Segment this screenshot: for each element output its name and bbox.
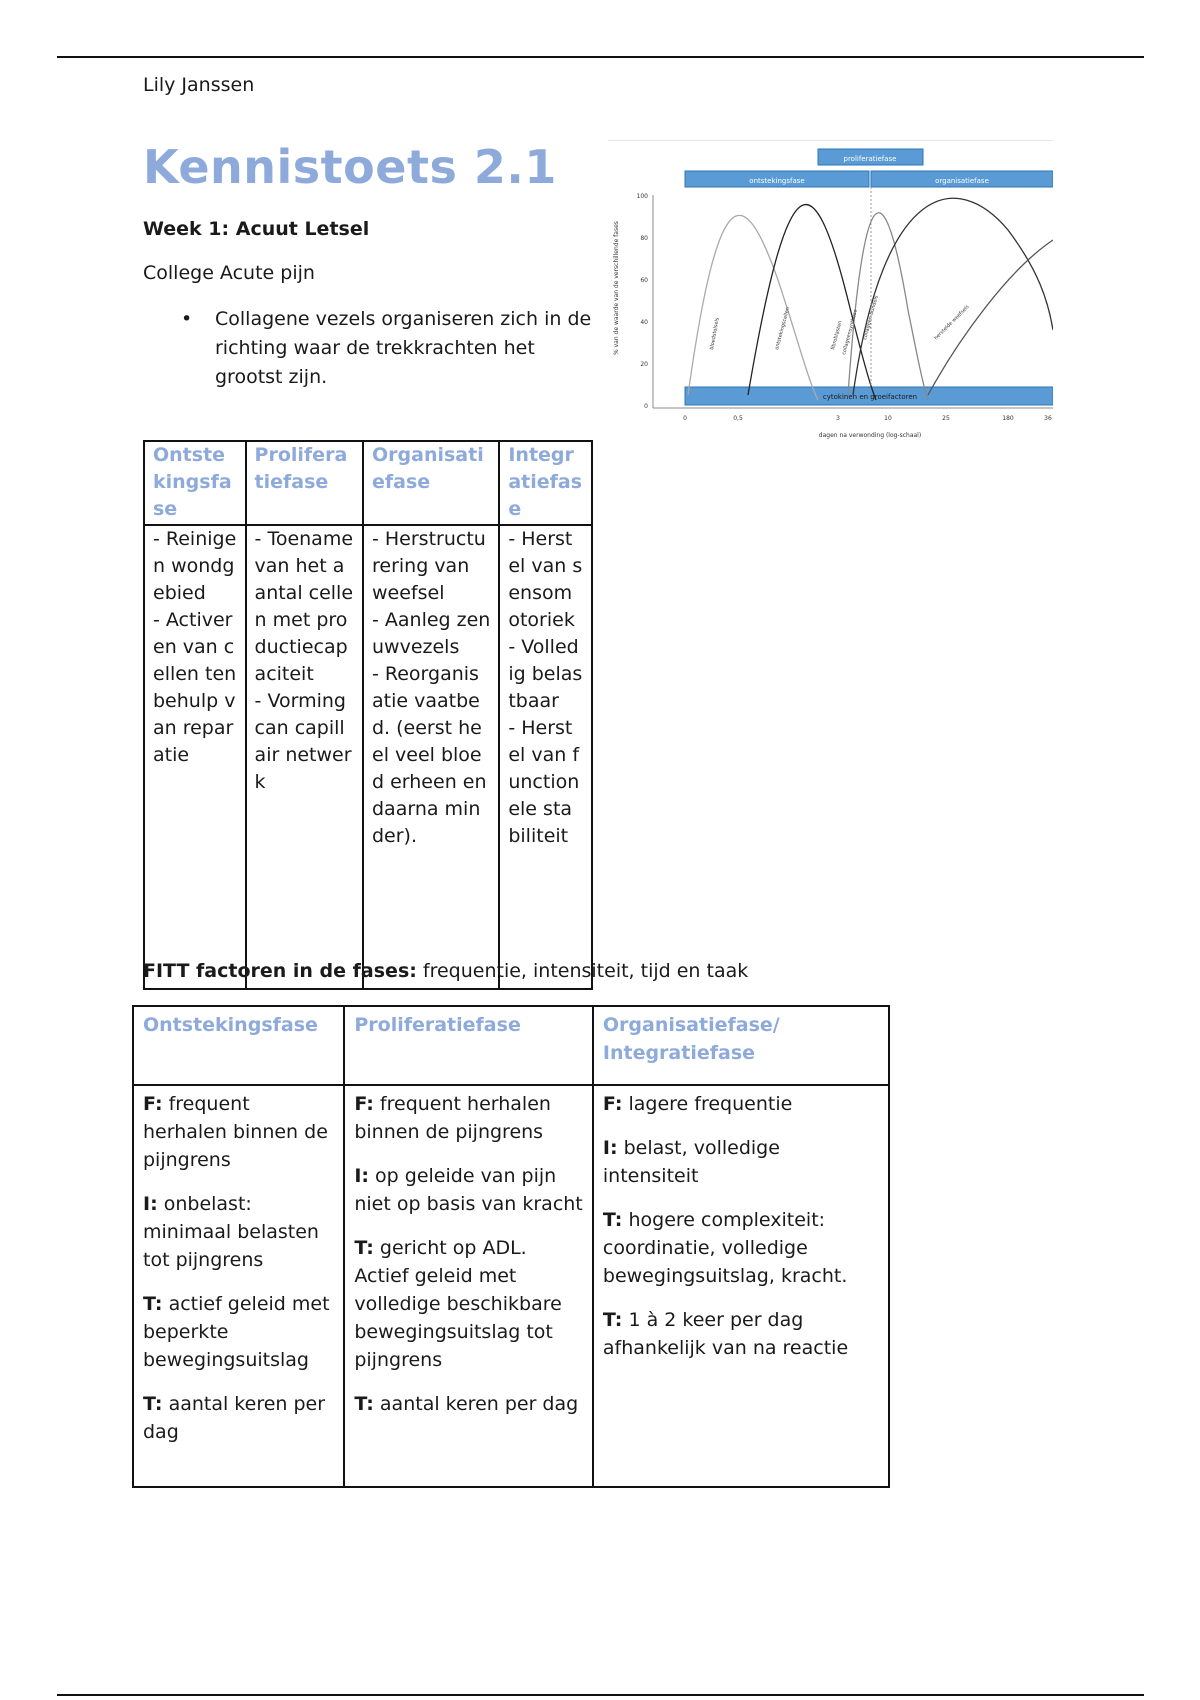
fitt-value: actief geleid met beperkte bewegingsuitslag bbox=[143, 1293, 330, 1371]
x-axis-label: dagen na verwonding (log-schaal) bbox=[818, 432, 922, 439]
table-cell: - Reinigen wondgebied - Activeren van cellen ten behulp van reparatie bbox=[144, 525, 246, 989]
wound-healing-figure bbox=[608, 140, 1053, 440]
table-cell: - Toename van het aantal cellen met productiecapaciteit - Vorming can capillair netwerk bbox=[246, 525, 363, 989]
fitt-key: T: bbox=[143, 1293, 163, 1315]
y-tick: 80 bbox=[640, 235, 648, 242]
fitt-key: I: bbox=[143, 1193, 158, 1215]
table-row bbox=[144, 525, 592, 989]
college-heading: College Acute pijn bbox=[143, 262, 315, 284]
curve-label: bloedstolsels bbox=[709, 317, 721, 351]
table-header-cell: Proliferatiefase bbox=[344, 1006, 593, 1085]
fitt-value: belast, volledige intensiteit bbox=[602, 1137, 780, 1187]
fitt-value: hogere complexiteit: coordinatie, volledige bewegingsuitslag, kracht. bbox=[602, 1209, 848, 1287]
fitt-value: aantal keren per dag bbox=[143, 1393, 326, 1443]
page-title: Kennistoets 2.1 bbox=[143, 140, 557, 194]
curve-label: fibroblasten bbox=[830, 320, 844, 351]
fitt-value: 1 à 2 keer per dag afhankelijk van na reactie bbox=[602, 1309, 849, 1359]
fitt-key: F: bbox=[602, 1093, 623, 1115]
y-tick: 40 bbox=[640, 319, 648, 326]
y-tick: 20 bbox=[640, 361, 648, 368]
fitt-entry bbox=[603, 1306, 879, 1362]
phase-graph bbox=[608, 140, 1053, 440]
fitt-value: op geleide van pijn niet op basis van kracht bbox=[354, 1165, 583, 1215]
fitt-key: T: bbox=[602, 1309, 623, 1331]
x-tick: 3 bbox=[836, 415, 840, 422]
bullet-text: Collagene vezels organiseren zich in de richting waar de trekkrachten het grootst zijn. bbox=[215, 308, 592, 388]
fitt-entry bbox=[354, 1162, 583, 1218]
fitt-value: onbelast: minimaal belasten tot pijngrens bbox=[143, 1193, 319, 1271]
table-cell bbox=[593, 1085, 889, 1487]
table-cell: - Herstel van sensomotoriek - Volledig belastbaar - Herstel van functionele stabiliteit bbox=[499, 525, 592, 989]
table-header-cell: Organisatiefase bbox=[363, 441, 499, 525]
header-rule bbox=[57, 56, 1144, 58]
label-ontstekingsfase: ontstekingsfase bbox=[749, 177, 805, 185]
table-header-row bbox=[133, 1006, 889, 1085]
fitt-text: frequentie, intensiteit, tijd en taak bbox=[416, 960, 749, 982]
table-cell bbox=[133, 1085, 344, 1487]
y-tick: 0 bbox=[644, 403, 648, 410]
curve-label: collageen bundels bbox=[862, 295, 880, 341]
label-organisatiefase: organisatiefase bbox=[935, 177, 989, 185]
bullet-icon: • bbox=[181, 308, 193, 330]
fitt-key: I: bbox=[354, 1165, 370, 1187]
fitt-key: T: bbox=[143, 1393, 163, 1415]
x-tick: 180 bbox=[1002, 415, 1014, 422]
fitt-value: lagere frequentie bbox=[622, 1093, 793, 1115]
label-proliferatiefase: proliferatiefase bbox=[843, 155, 897, 163]
fitt-key: T: bbox=[354, 1237, 374, 1259]
bullet-list bbox=[143, 305, 593, 392]
x-tick: 36 bbox=[1044, 415, 1052, 422]
phases-table bbox=[143, 440, 593, 990]
fitt-entry bbox=[143, 1090, 334, 1174]
x-tick: 0,5 bbox=[733, 415, 743, 422]
footer-rule bbox=[57, 1694, 1144, 1696]
curve-label: herstelde weefsels bbox=[933, 304, 971, 342]
fitt-table bbox=[132, 1005, 890, 1488]
fitt-key: F: bbox=[143, 1093, 163, 1115]
label-cytokinen: cytokinen en groeifactoren bbox=[822, 393, 918, 401]
week-heading: Week 1: Acuut Letsel bbox=[143, 218, 370, 240]
table-header-cell: Ontstekingsfase bbox=[133, 1006, 344, 1085]
curve-label: ontstekingscellen bbox=[774, 306, 792, 351]
fitt-entry bbox=[603, 1206, 879, 1290]
y-tick: 100 bbox=[636, 193, 648, 200]
table-cell bbox=[344, 1085, 593, 1487]
y-tick: 60 bbox=[640, 277, 648, 284]
table-cell: - Herstructurering van weefsel - Aanleg zenuwvezels - Reorganisatie vaatbed. (eerst heel veel bloed erheen en daarna minder). bbox=[363, 525, 499, 989]
x-tick: 25 bbox=[942, 415, 950, 422]
fitt-value: gericht op ADL. Actief geleid met volledige beschikbare bewegingsuitslag tot pijngrens bbox=[354, 1237, 562, 1371]
list-item bbox=[143, 305, 593, 392]
table-header-cell: Ontstekingsfase bbox=[144, 441, 246, 525]
table-row bbox=[133, 1085, 889, 1487]
fitt-line bbox=[143, 960, 748, 982]
table-header-cell: Integratiefase bbox=[499, 441, 592, 525]
y-axis-label: % van de waarde van de verschillende fases bbox=[613, 221, 620, 355]
fitt-key: F: bbox=[354, 1093, 374, 1115]
fitt-key: I: bbox=[602, 1137, 618, 1159]
fitt-value: frequent herhalen binnen de pijngrens bbox=[143, 1093, 328, 1171]
fitt-entry bbox=[143, 1290, 334, 1374]
fitt-entry bbox=[603, 1090, 879, 1118]
x-tick: 0 bbox=[683, 415, 687, 422]
x-tick: 10 bbox=[884, 415, 892, 422]
fitt-entry bbox=[143, 1190, 334, 1274]
fitt-entry bbox=[354, 1090, 583, 1146]
table-header-cell: Organisatiefase/ Integratiefase bbox=[593, 1006, 889, 1085]
fitt-value: frequent herhalen binnen de pijngrens bbox=[354, 1093, 551, 1143]
table-header-cell: Proliferatiefase bbox=[246, 441, 363, 525]
fitt-label: FITT factoren in de fases: bbox=[143, 960, 417, 982]
fitt-key: T: bbox=[354, 1393, 374, 1415]
fitt-value: aantal keren per dag bbox=[373, 1393, 579, 1415]
curve-label: collageensynthese bbox=[841, 308, 860, 356]
fitt-entry bbox=[143, 1390, 334, 1446]
table-header-row bbox=[144, 441, 592, 525]
fitt-entry bbox=[603, 1134, 879, 1190]
fitt-entry bbox=[354, 1234, 583, 1374]
fitt-entry bbox=[354, 1390, 583, 1418]
fitt-key: T: bbox=[602, 1209, 623, 1231]
author-name: Lily Janssen bbox=[143, 74, 255, 96]
